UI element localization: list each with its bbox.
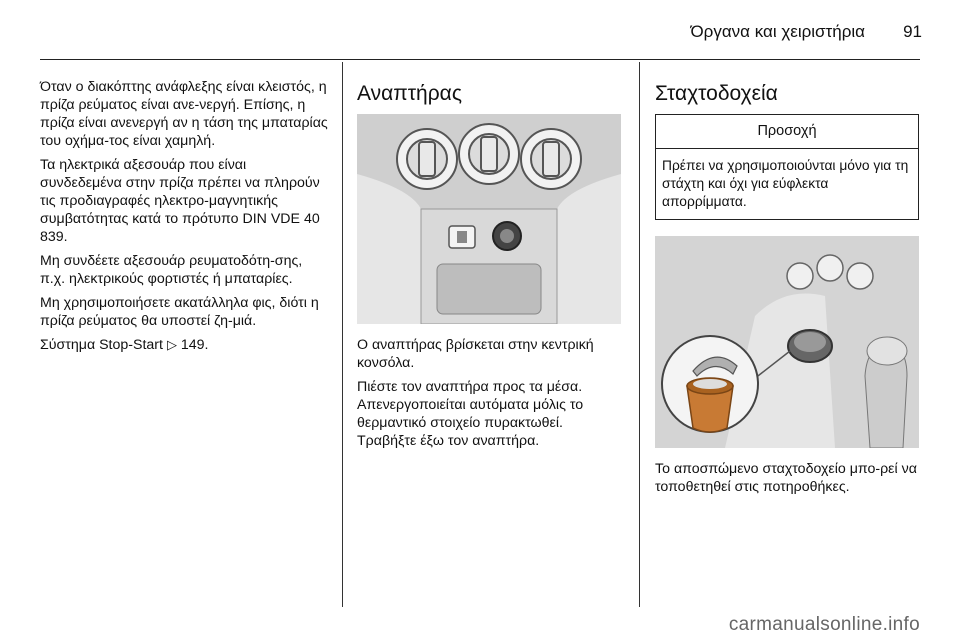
caution-box <box>655 114 919 220</box>
header-rule <box>40 59 920 60</box>
triangle-right-icon: ▷ <box>166 337 177 352</box>
paragraph: Τα ηλεκτρικά αξεσουάρ που είναι συνδεδεμένα στην πρίζα πρέπει να πληρούν τις προδιαγραφές ηλεκτρο‐μαγνητικής συμβατότητας κατά το πρότυπο DIN VDE 40 839. <box>40 157 320 245</box>
crossref-page: 149. <box>180 337 209 353</box>
lighter-illustration <box>357 114 621 324</box>
page-number: 91 <box>903 22 922 41</box>
console-drawing <box>357 114 621 324</box>
column-lighter <box>357 82 625 456</box>
paragraph: Όταν ο διακόπτης ανάφλεξης είναι κλειστός, η πρίζα ρεύματος είναι ανε‐νεργή. Επίσης, η πρίζα είναι ανενεργή αν η τάση της μπαταρίας του οχήμα‐τος είναι χαμηλή. <box>40 79 328 149</box>
ashtray-drawing <box>655 236 919 448</box>
header-title: Όργανα και χειριστήρια <box>690 22 865 41</box>
cross-reference[interactable] <box>40 336 328 354</box>
column-divider-right <box>639 62 640 607</box>
footer-watermark: carmanualsonline.info <box>728 614 920 635</box>
section-heading-ashtrays: Σταχτοδοχεία <box>655 82 778 105</box>
paragraph: Μη συνδέετε αξεσουάρ ρευματοδότη‐σης, π.χ. ηλεκτρικούς φορτιστές ή μπαταρίες. <box>40 253 303 287</box>
vent-knob-center <box>459 124 519 184</box>
section-heading-lighter: Αναπτήρας <box>357 82 462 105</box>
column-socket-text <box>40 78 328 360</box>
paragraph: Ο αναπτήρας βρίσκεται στην κεντρική κονσόλα. <box>357 337 594 371</box>
paragraph: Το αποσπώμενο σταχτοδοχείο μπο‐ρεί να τοποθετηθεί στις ποτηροθήκες. <box>655 461 917 495</box>
paragraph: Μη χρησιμοποιήσετε ακατάλληλα φις, διότι η πρίζα ρεύματος θα υποστεί ζη‐μιά. <box>40 295 319 329</box>
vent-knob-right <box>521 129 581 189</box>
column-divider-left <box>342 62 343 607</box>
vent-knob-left <box>397 129 457 189</box>
caution-title: Προσοχή <box>656 115 918 149</box>
column-ashtrays <box>655 82 920 502</box>
crossref-text: Σύστημα Stop-Start <box>40 337 163 353</box>
paragraph: Πιέστε τον αναπτήρα προς τα μέσα. Απενεργοποιείται αυτόματα μόλις το θερμαντικό στοιχείο πυρακτωθεί. Τραβήξτε έξω τον αναπτήρα. <box>357 379 584 449</box>
ashtray-illustration <box>655 236 919 448</box>
caution-text: Πρέπει να χρησιμοποιούνται μόνο για τη στάχτη και όχι για εύφλεκτα απορρίμματα. <box>662 158 909 209</box>
